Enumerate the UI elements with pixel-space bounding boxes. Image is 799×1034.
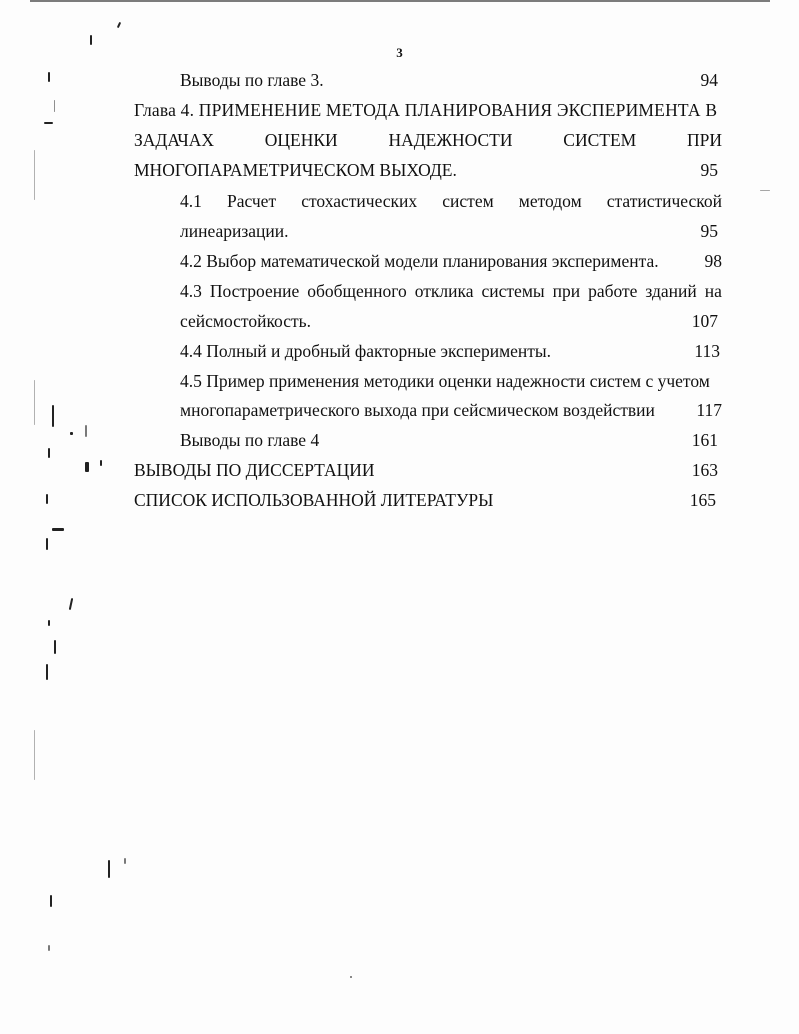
toc-s4-1-line1	[180, 191, 722, 211]
toc-chapter4-line2	[134, 130, 722, 150]
scan-artifact-mark	[48, 72, 50, 82]
top-edge-rule	[30, 0, 770, 2]
toc-s4-3-line2: сейсмостойкость.	[180, 311, 312, 331]
toc-word: СИСТЕМ	[563, 130, 637, 150]
toc-page-s4-5: 117	[696, 400, 722, 420]
toc-word: на	[704, 281, 722, 301]
scan-artifact-line	[34, 150, 35, 200]
scan-artifact-mark	[48, 448, 50, 458]
toc-word: ОЦЕНКИ	[264, 130, 338, 150]
toc-page-s4-3: 107	[691, 311, 718, 331]
scan-artifact-line	[34, 730, 35, 780]
scan-artifact-mark	[124, 858, 126, 864]
toc-page-conclusions-ch3: 94	[700, 70, 718, 90]
toc-word: зданий	[645, 281, 697, 301]
scan-artifact-mark	[108, 860, 110, 878]
toc-word: ПРИ	[686, 130, 722, 150]
toc-entry-references: СПИСОК ИСПОЛЬЗОВАННОЙ ЛИТЕРАТУРЫ	[134, 490, 494, 510]
scan-artifact-mark	[70, 432, 73, 435]
toc-s4-2: 4.2 Выбор математической модели планирования эксперимента.	[180, 251, 659, 271]
toc-page-s4-2: 98	[704, 251, 722, 271]
scan-artifact-mark	[100, 460, 102, 466]
toc-page-conclusions-ch4: 161	[691, 430, 718, 450]
toc-word: 4.3	[180, 281, 202, 301]
toc-word: системы	[481, 281, 545, 301]
scan-artifact-mark	[54, 640, 56, 654]
scan-artifact-mark	[54, 100, 55, 112]
toc-s4-5-line2: многопараметрического выхода при сейсмическом воздействии	[180, 400, 655, 420]
toc-word: обобщенного	[307, 281, 407, 301]
scan-artifact-mark	[69, 598, 73, 610]
scan-artifact-mark	[46, 494, 48, 504]
toc-entry-conclusions-ch3: Выводы по главе 3.	[180, 70, 324, 90]
toc-word: Расчет	[226, 191, 277, 211]
scan-artifact-mark	[85, 462, 89, 472]
toc-s4-4: 4.4 Полный и дробный факторные эксперименты.	[180, 341, 552, 361]
scan-artifact-mark	[44, 122, 53, 124]
scan-artifact-mark	[46, 664, 48, 680]
toc-page-s4-4: 113	[694, 341, 720, 361]
toc-entry-dissertation-conclusions: ВЫВОДЫ ПО ДИССЕРТАЦИИ	[134, 460, 375, 480]
scan-artifact-mark	[90, 35, 92, 45]
page-number: 3	[396, 45, 403, 60]
toc-word: стохастических	[301, 191, 418, 211]
toc-word: Построение	[209, 281, 300, 301]
toc-word: методом	[518, 191, 582, 211]
scan-artifact-line	[34, 380, 35, 425]
toc-s4-3-line1	[180, 281, 722, 301]
toc-word: 4.1	[180, 191, 202, 211]
scan-artifact-mark	[85, 425, 87, 437]
toc-page-dissertation-conclusions: 163	[691, 460, 718, 480]
toc-word: систем	[442, 191, 494, 211]
toc-word: при	[552, 281, 581, 301]
toc-word: НАДЕЖНОСТИ	[388, 130, 513, 150]
toc-page-references: 165	[689, 490, 716, 510]
toc-word: отклика	[414, 281, 474, 301]
toc-word: ЗАДАЧАХ	[134, 130, 214, 150]
scan-artifact-mark	[350, 976, 352, 978]
scan-artifact-mark	[760, 190, 770, 191]
toc-page-s4-1: 95	[700, 221, 718, 241]
toc-chapter4-line1: Глава 4. ПРИМЕНЕНИЕ МЕТОДА ПЛАНИРОВАНИЯ ЭКСПЕРИМЕНТА В	[134, 100, 718, 120]
toc-word: статистической	[606, 191, 722, 211]
toc-s4-1-line2: линеаризации.	[180, 221, 289, 241]
toc-word: работе	[588, 281, 638, 301]
scan-artifact-mark	[48, 620, 50, 626]
toc-entry-conclusions-ch4: Выводы по главе 4	[180, 430, 320, 450]
toc-chapter4-line3: МНОГОПАРАМЕТРИЧЕСКОМ ВЫХОДЕ.	[134, 160, 457, 180]
scan-artifact-mark	[50, 895, 52, 907]
scan-artifact-mark	[46, 538, 48, 550]
scan-artifact-mark	[117, 22, 121, 28]
scan-artifact-mark	[52, 528, 64, 531]
toc-s4-5-line1: 4.5 Пример применения методики оценки надежности систем с учетом	[180, 371, 710, 391]
toc-page-chapter4: 95	[700, 160, 718, 180]
scan-artifact-mark	[48, 945, 50, 951]
scan-artifact-mark	[52, 405, 54, 427]
